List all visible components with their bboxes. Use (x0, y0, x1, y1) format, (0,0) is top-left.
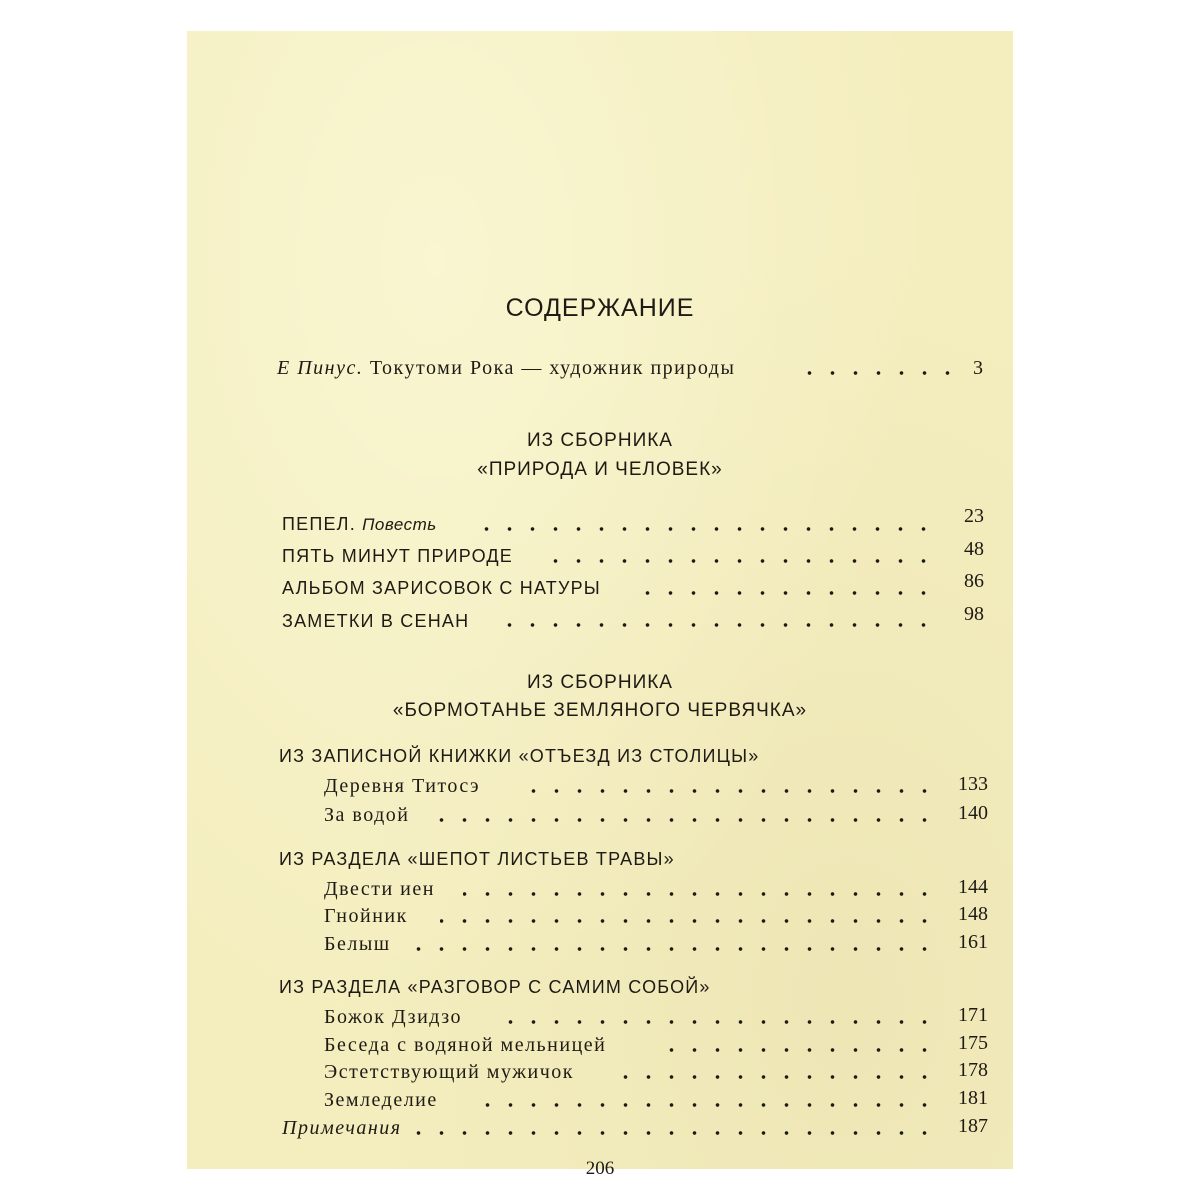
dot-leader (440, 919, 936, 923)
toc-group-heading: ИЗ ЗАПИСНОЙ КНИЖКИ «ОТЪЕЗД ИЗ СТОЛИЦЫ» (279, 746, 760, 766)
toc-entry: Гнойник (324, 905, 408, 927)
toc-entry (282, 514, 437, 535)
toc-entry: За водой (324, 804, 410, 826)
entry-page: 175 (958, 1032, 988, 1054)
toc-entry: Беседа с водяной мельницей (324, 1034, 607, 1056)
section2-heading-line2: «БОРМОТАНЬЕ ЗЕМЛЯНОГО ЧЕРВЯЧКА» (392, 700, 808, 721)
toc-entry: ЗАМЕТКИ В СЕНАН (282, 611, 470, 631)
entry-page: 148 (958, 903, 988, 925)
dot-leader (463, 892, 936, 896)
dot-leader (657, 1048, 936, 1052)
section1-heading-line1: ИЗ СБОРНИКА (527, 430, 673, 451)
entry-page: 171 (958, 1004, 988, 1026)
entry-subtitle: Повесть (362, 515, 437, 534)
toc-entry: Божок Дзидзо (324, 1006, 462, 1028)
toc-group-heading: ИЗ РАЗДЕЛА «ШЕПОТ ЛИСТЬЕВ ТРАВЫ» (279, 849, 675, 869)
entry-page: 144 (958, 876, 988, 898)
dot-leader (514, 789, 936, 793)
section1-heading-line2: «ПРИРОДА И ЧЕЛОВЕК» (477, 459, 723, 480)
dot-leader (499, 1020, 936, 1024)
toc-entry: Двести иен (324, 878, 435, 900)
dot-leader (497, 623, 935, 627)
dot-leader (401, 947, 936, 951)
entry-page: 98 (964, 603, 984, 625)
toc-group-heading: ИЗ РАЗДЕЛА «РАЗГОВОР С САМИМ СОБОЙ» (279, 977, 711, 997)
entry-page: 86 (964, 570, 984, 592)
dot-leader (605, 1075, 936, 1079)
toc-entry: Земледелие (324, 1089, 438, 1111)
dot-leader (629, 591, 935, 595)
preface-page: 3 (973, 357, 983, 379)
notes-entry: Примечания (282, 1117, 402, 1139)
toc-entry: Белыш (324, 933, 391, 955)
entry-page: 181 (958, 1087, 988, 1109)
toc-entry: Эстетствующий мужичок (324, 1061, 574, 1083)
entry-title: ПЕПЕЛ. (282, 514, 356, 534)
entry-page: 23 (964, 505, 984, 527)
toc-title: СОДЕРЖАНИЕ (505, 294, 695, 322)
preface-entry (277, 357, 735, 380)
entry-page: 161 (958, 931, 988, 953)
notes-page: 187 (958, 1115, 988, 1137)
toc-entry: Деревня Титосэ (324, 775, 481, 797)
entry-page: 178 (958, 1059, 988, 1081)
entry-page: 140 (958, 802, 988, 824)
section2-heading-line1: ИЗ СБОРНИКА (527, 672, 673, 693)
dot-leader (470, 527, 935, 531)
toc-entry: ПЯТЬ МИНУТ ПРИРОДЕ (282, 546, 513, 566)
page-number: 206 (585, 1158, 615, 1179)
entry-page: 48 (964, 538, 984, 560)
dot-leader (413, 1131, 936, 1135)
dot-leader (473, 1103, 936, 1107)
toc-entry: АЛЬБОМ ЗАРИСОВОК С НАТУРЫ (282, 578, 601, 598)
preface-title: Токутоми Рока — художник природы (369, 357, 736, 379)
entry-page: 133 (958, 773, 988, 795)
dot-leader (427, 818, 936, 822)
dot-leader (542, 559, 935, 563)
book-page (187, 31, 1013, 1179)
preface-author: Е Пинус. (277, 357, 364, 379)
